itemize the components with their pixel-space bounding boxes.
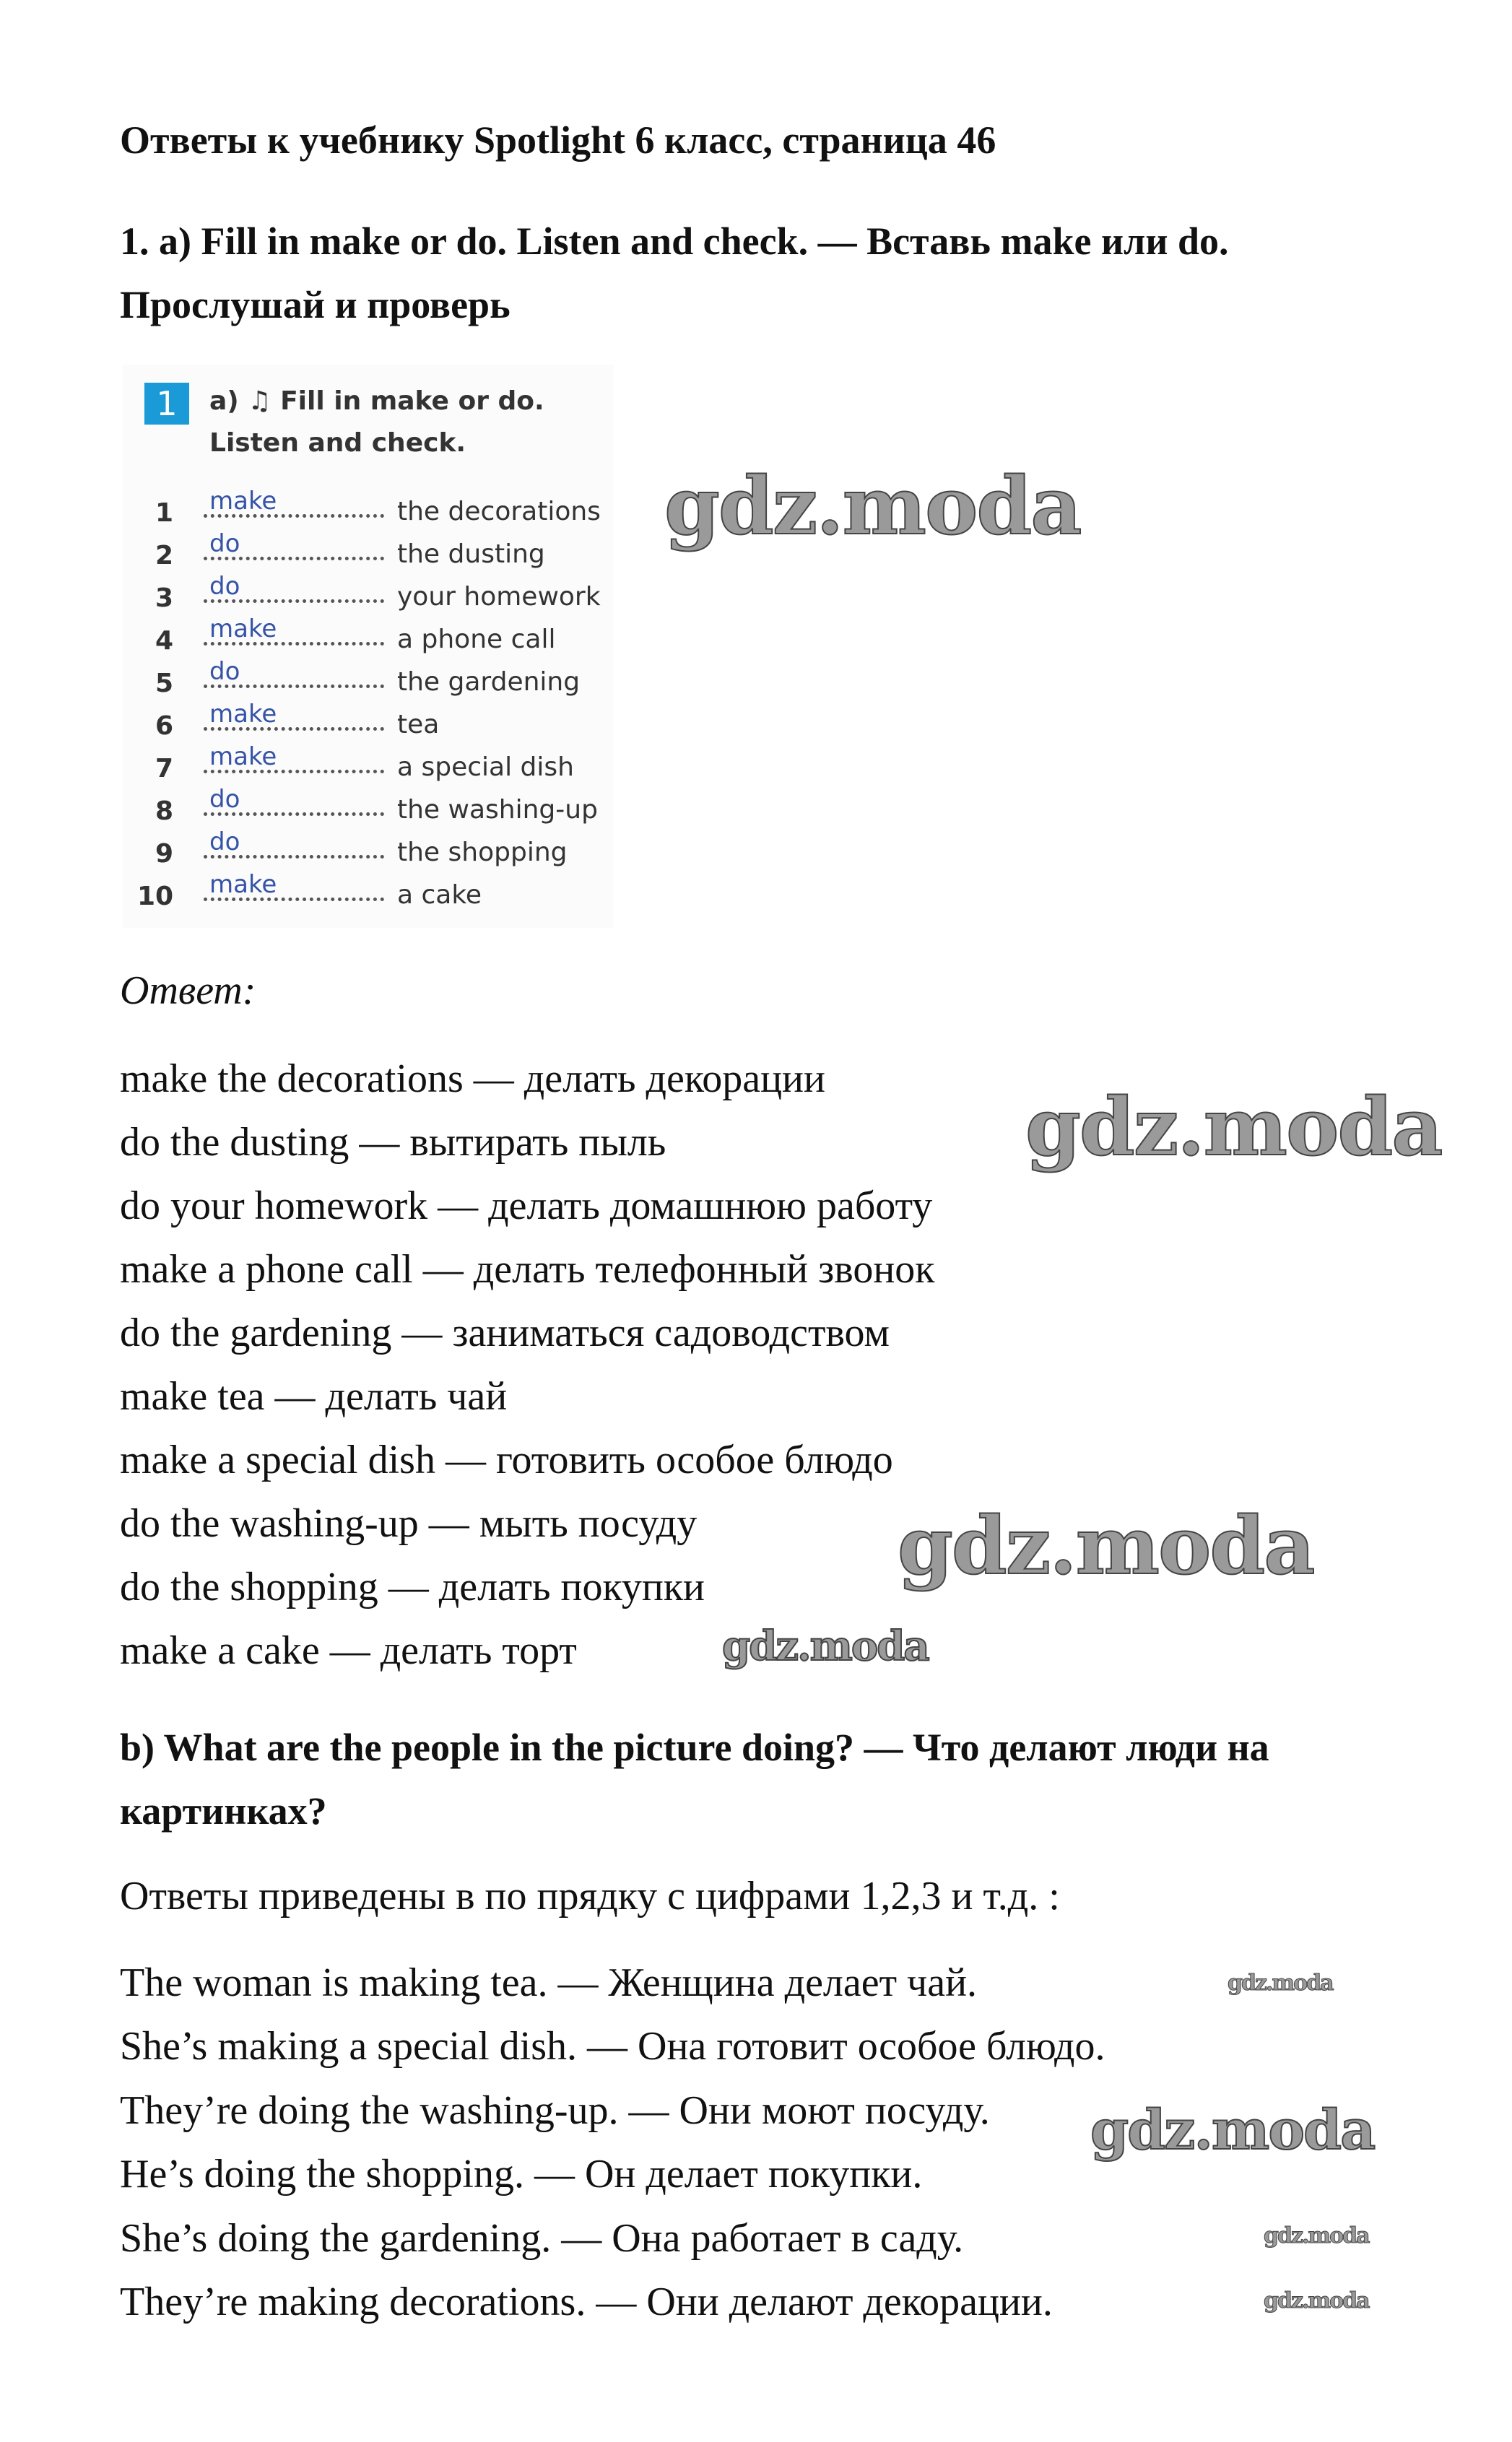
textbook-excerpt [123, 365, 614, 928]
row-number: 7 [155, 754, 173, 783]
answer-line: She’s doing the gardening. — Она работает в саду. [120, 2215, 964, 2261]
answer-line: do the dusting — вытирать пыль [120, 1120, 666, 1165]
row-number: 3 [155, 583, 173, 613]
row-phrase: the dusting [397, 539, 545, 569]
row-number: 10 [137, 882, 174, 911]
exercise-row [123, 742, 614, 788]
filled-answer: make [209, 487, 277, 516]
row-number: 9 [155, 839, 173, 869]
row-number: 5 [155, 669, 173, 698]
task-b-note: Ответы приведены в по прядку с цифрами 1,2,3 и т.д. : [120, 1874, 1060, 1919]
answer-line: do your homework — делать домашнюю работу [120, 1183, 933, 1228]
instruction-cont: Listen and check. [209, 428, 466, 458]
task-b-heading: b) What are the people in the picture doing? — Что делают люди на [120, 1726, 1269, 1769]
watermark: gdz.moda [722, 1622, 929, 1670]
row-phrase: your homework [397, 582, 601, 612]
watermark: gdz.moda [1264, 2288, 1369, 2313]
watermark: gdz.moda [1090, 2098, 1375, 2162]
watermark: gdz.moda [1264, 2223, 1369, 2248]
answer-line: make the decorations — делать декорации [120, 1056, 825, 1101]
answer-line: do the shopping — делать покупки [120, 1565, 705, 1609]
row-phrase: a cake [397, 880, 482, 910]
answer-line: make tea — делать чай [120, 1374, 508, 1419]
filled-answer: make [209, 742, 277, 771]
exercise-row [123, 657, 614, 703]
answer-line: make a phone call — делать телефонный звонок [120, 1247, 935, 1292]
filled-answer: do [209, 785, 240, 814]
exercise-row [123, 785, 614, 831]
exercise-row [123, 487, 614, 533]
exercise-number-badge: 1 [144, 383, 189, 425]
filled-answer: do [209, 529, 240, 558]
exercise-row [123, 870, 614, 916]
row-number: 6 [155, 711, 173, 741]
answer-line: do the gardening — заниматься садоводством [120, 1311, 890, 1355]
row-number: 2 [155, 541, 173, 570]
row-phrase: the gardening [397, 667, 581, 697]
task-a-heading: 1. a) Fill in make or do. Listen and check. — Вставь make или do. [120, 220, 1229, 263]
watermark: gdz.moda [898, 1499, 1314, 1592]
watermark: gdz.moda [664, 459, 1081, 552]
task-a-heading-cont: Прослушай и проверь [120, 283, 510, 326]
filled-answer: do [209, 827, 240, 856]
exercise-row [123, 827, 614, 874]
answer-line: make a cake — делать торт [120, 1628, 577, 1673]
row-number: 1 [155, 498, 173, 528]
answer-label: Ответ: [120, 968, 256, 1013]
row-phrase: a special dish [397, 752, 574, 782]
watermark: gdz.moda [1025, 1080, 1442, 1173]
row-phrase: tea [397, 710, 440, 739]
row-number: 4 [155, 626, 173, 656]
task-b-heading-cont: картинках? [120, 1789, 327, 1833]
answer-line: He’s doing the shopping. — Он делает покупки. [120, 2152, 923, 2197]
answer-line: The woman is making tea. — Женщина делает чай. [120, 1960, 978, 2005]
answer-line: They’re doing the washing-up. — Они моют посуду. [120, 2087, 990, 2133]
row-phrase: the shopping [397, 838, 568, 867]
filled-answer: make [209, 700, 277, 729]
filled-answer: do [209, 657, 240, 686]
exercise-row [123, 572, 614, 618]
answer-line: make a special dish — готовить особое блюдо [120, 1438, 893, 1482]
answer-line: They’re making decorations. — Они делают декорации. [120, 2280, 1053, 2324]
row-phrase: the decorations [397, 497, 601, 526]
answer-line: do the washing-up — мыть посуду [120, 1501, 698, 1546]
exercise-row [123, 700, 614, 746]
watermark: gdz.moda [1228, 1970, 1333, 1996]
answer-line: She’s making a special dish. — Она готовит особое блюдо. [120, 2024, 1105, 2069]
page-title: Ответы к учебнику Spotlight 6 класс, страница 46 [120, 118, 996, 162]
row-phrase: the washing-up [397, 795, 598, 825]
filled-answer: do [209, 572, 240, 601]
filled-answer: make [209, 614, 277, 643]
instruction: a) ♫ Fill in make or do. [209, 386, 544, 416]
exercise-row [123, 614, 614, 661]
row-phrase: a phone call [397, 625, 556, 654]
row-number: 8 [155, 796, 173, 826]
exercise-row [123, 529, 614, 575]
filled-answer: make [209, 870, 277, 899]
